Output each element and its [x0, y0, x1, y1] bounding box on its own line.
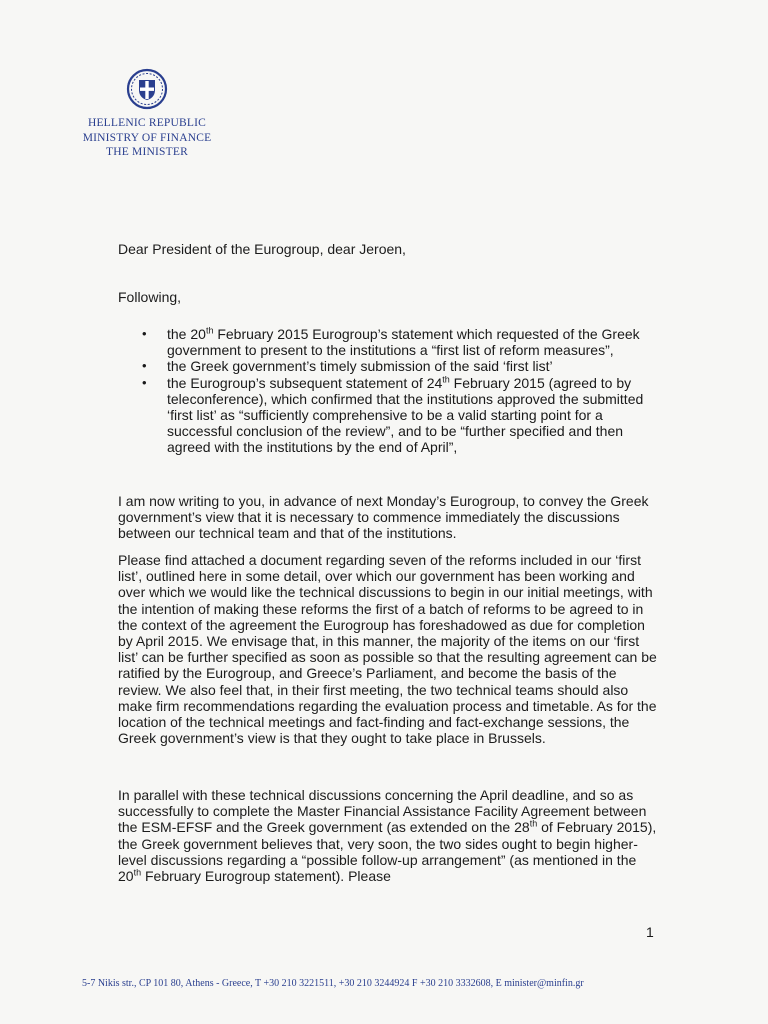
footer-contact: 5-7 Nikis str., CP 101 80, Athens - Greece, T +30 210 3221511, +30 210 3244924 F +30 210 3332608, E minister@minfin.gr — [82, 978, 584, 989]
letterhead-minister: THE MINISTER — [106, 146, 188, 158]
paragraph-1: I am now writing to you, in advance of next Monday’s Eurogroup, to convey the Greek government’s view that it is necessary to commence immediately the discussions between our technical team and that of the institutions. — [118, 493, 649, 542]
page-number: 1 — [646, 924, 654, 940]
greek-coat-of-arms-icon — [126, 68, 168, 110]
paragraph-3: In parallel with these technical discussions concerning the April deadline, and so as successfully to complete the Master Financial Assistance Facility Agreement between the ESM-EFSF and the Greek government (as extended on the 28th of February 2015), the Greek government believes that, very soon, the two sides ought to begin higher-level discussions regarding a “possible follow-up arrangement” (as mentioned in the 20th February Eurogroup statement). Please — [118, 787, 657, 885]
list-item: • the Eurogroup’s subsequent statement of 24th February 2015 (agreed to by teleconference), which confirmed that the institutions approved the submitted ‘first list’ as “sufficiently comprehensive to be a valid starting point for a successful conclusion of the review”, and to be “further specified and then agreed with the institutions by the end of April”, — [142, 375, 662, 456]
paragraph-2: Please find attached a document regarding seven of the reforms included in our ‘first list’, outlined here in some detail, over which our government has been working and over which we would like the technical discussions to begin in our initial meetings, with the intention of making these reforms the first of a batch of reforms to be agreed to in the context of the agreement the Eurogroup has foreshadowed as due for completion by April 2015. We envisage that, in this manner, the majority of the items on our ‘first list’ can be further specified as soon as possible so that the resulting agreement can be ratified by the Eurogroup, and Greece’s Parliament, and become the basis of the review. We also feel that, in their first meeting, the two technical teams should also make firm recommendations regarding the evaluation process and timetable. As for the location of the technical meetings and fact-finding and fact-exchange sessions, the Greek government’s view is that they ought to take place in Brussels. — [118, 552, 657, 747]
list-item: • the Greek government’s timely submission of the said ‘first list’ — [142, 358, 662, 374]
letterhead-republic: HELLENIC REPUBLIC — [87, 117, 207, 129]
letterhead — [70, 68, 224, 160]
list-item: • the 20th February 2015 Eurogroup’s statement which requested of the Greek government to present to the institutions a “first list of reform measures”, — [142, 326, 662, 358]
following-line: Following, — [118, 289, 182, 305]
greeting: Dear President of the Eurogroup, dear Jeroen, — [118, 241, 406, 257]
letterhead-ministry: MINISTRY OF FINANCE — [82, 131, 212, 144]
bullet-list — [142, 326, 662, 456]
